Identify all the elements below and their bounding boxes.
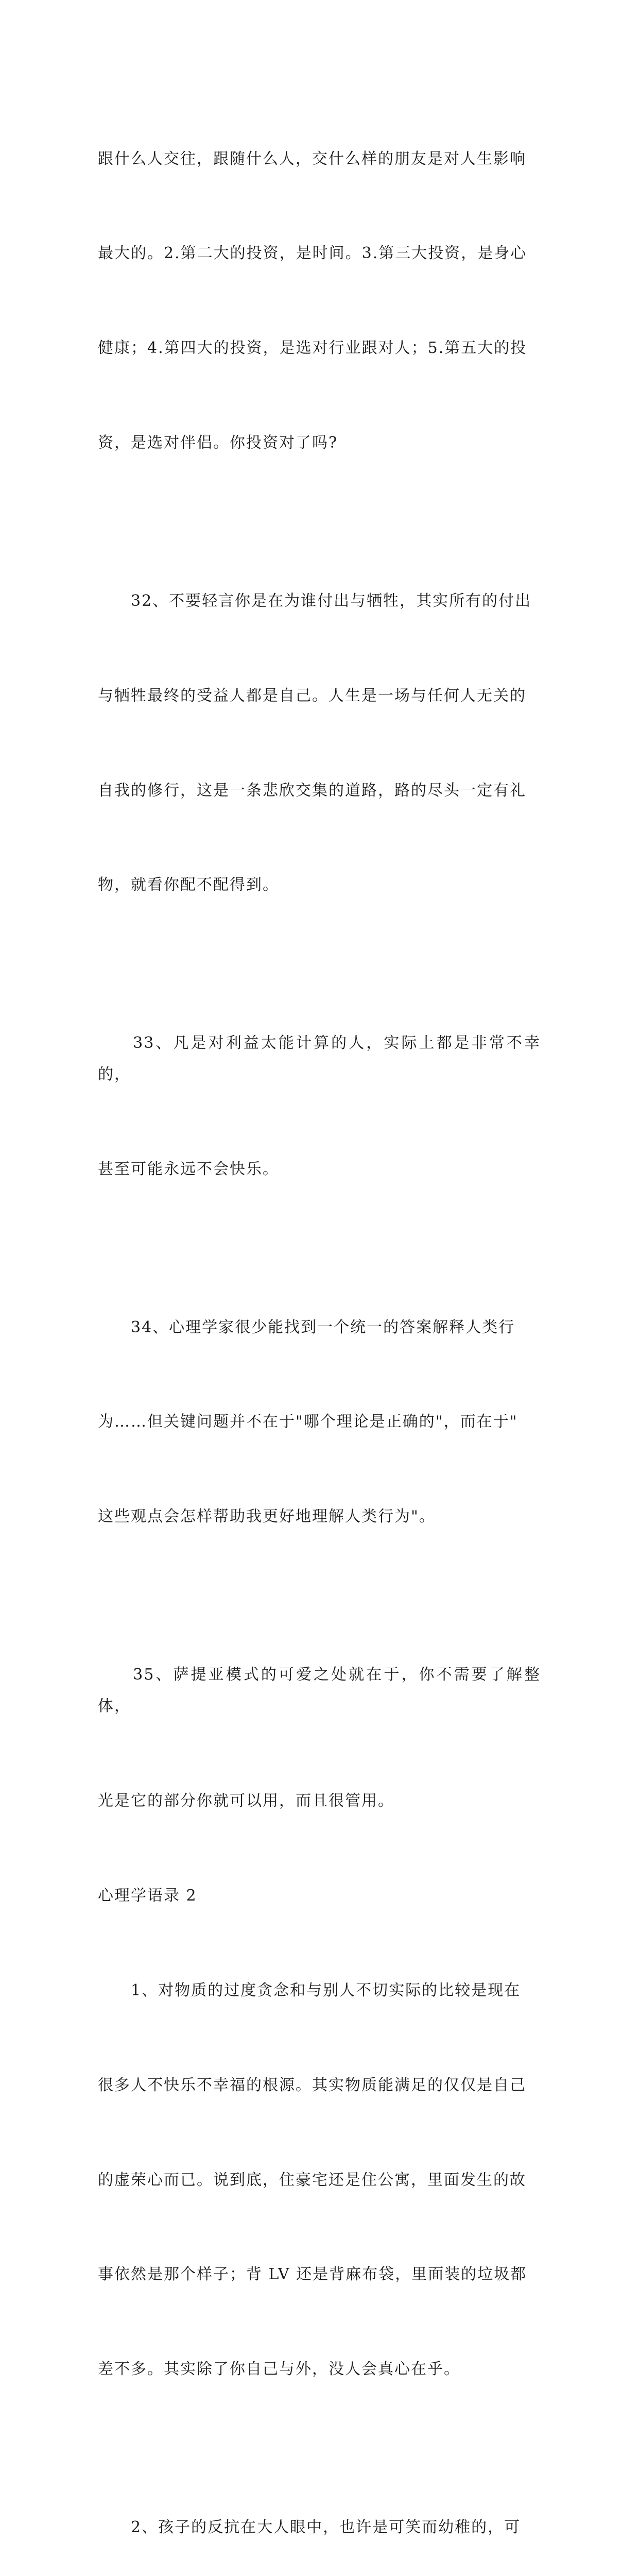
paragraph-investment-continued (98, 80, 541, 522)
text-line: 差不多。其实除了你自己与外，没人会真心在乎。 (98, 2360, 460, 2379)
text-line: 为……但关键问题并不在于"哪个理论是正确的"，而在于" (98, 1413, 518, 1431)
paragraph-1 (98, 1911, 541, 2448)
paragraph-2 (98, 2448, 541, 2576)
text-line: 健康；4.第四大的投资，是选对行业跟对人；5.第五大的投 (98, 339, 527, 358)
paragraph-32 (98, 522, 541, 964)
text-line: 自我的修行，这是一条悲欣交集的道路，路的尽头一定有礼 (98, 781, 526, 800)
text-line: 这些观点会怎样帮助我更好地理解人类行为"。 (98, 1507, 436, 1526)
paragraph-33 (98, 964, 541, 1248)
text-line: 资，是选对伴侣。你投资对了吗? (98, 434, 338, 452)
text-line: 甚至可能永远不会快乐。 (98, 1160, 279, 1179)
text-line: 1、对物质的过度贪念和与别人不切实际的比较是现在 (98, 1981, 521, 1999)
text-line: 光是它的部分你就可以用，而且很管用。 (98, 1792, 394, 1810)
paragraph-34 (98, 1248, 541, 1596)
text-line: 35、萨提亚模式的可爱之处就在于，你不需要了解整体， (98, 1665, 541, 1716)
document-body (98, 80, 541, 2576)
text-line: 的虚荣心而已。说到底，住豪宅还是住公寓，里面发生的故 (98, 2171, 526, 2189)
text-line: 与牺牲最终的受益人都是自己。人生是一场与任何人无关的 (98, 686, 526, 705)
text-line: 事依然是那个样子；背 LV 还是背麻布袋，里面装的垃圾都 (98, 2265, 527, 2284)
text-line: 最大的。2.第二大的投资，是时间。3.第三大投资，是身心 (98, 244, 527, 263)
text-line: 34、心理学家很少能找到一个统一的答案解释人类行 (98, 1318, 515, 1336)
paragraph-35 (98, 1596, 541, 1880)
text-line: 跟什么人交往，跟随什么人，交什么样的朋友是对人生影响 (98, 149, 526, 168)
section-heading: 心理学语录 2 (98, 1886, 197, 1905)
text-line: 很多人不快乐不幸福的根源。其实物质能满足的仅仅是自己 (98, 2076, 526, 2094)
text-line: 32、不要轻言你是在为谁付出与牺牲，其实所有的付出 (98, 591, 532, 610)
text-line: 33、凡是对利益太能计算的人，实际上都是非常不幸的， (98, 1033, 541, 1084)
text-line: 物，就看你配不配得到。 (98, 876, 279, 894)
text-line: 2、孩子的反抗在大人眼中，也许是可笑而幼稚的，可 (98, 2518, 521, 2536)
